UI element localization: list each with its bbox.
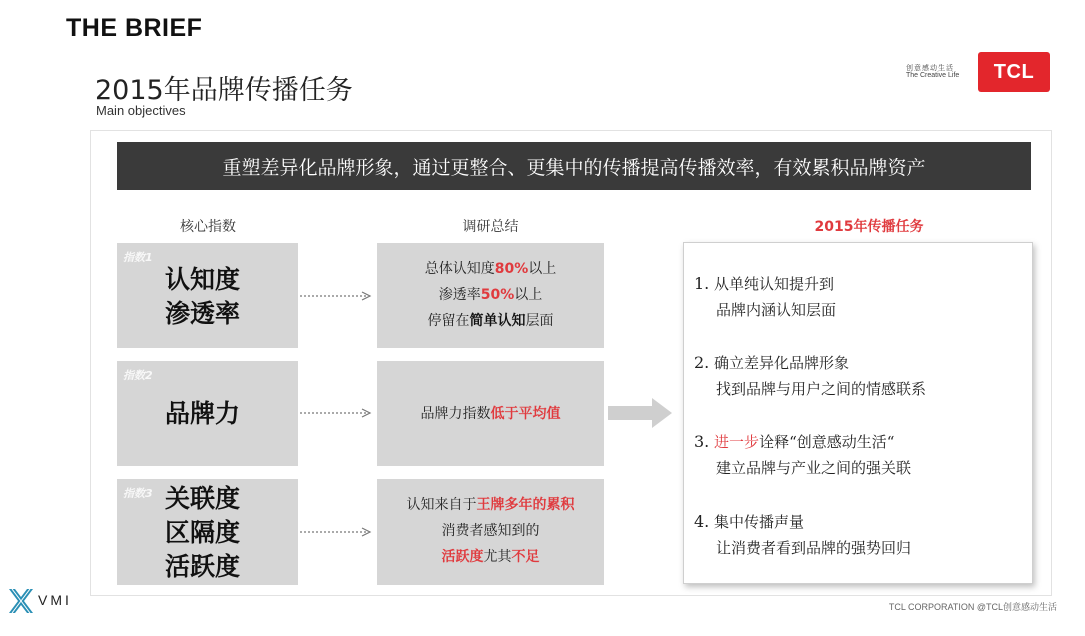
big-arrow-icon [608,398,672,428]
task-item-1: 1. 从单纯认知提升到 品牌内涵认知层面 [694,274,837,319]
mission-banner: 重塑差异化品牌形象，通过更整合、更集中的传播提高传播效率，有效累积品牌资产 [117,142,1031,190]
index-label: 活跃度 [165,552,241,581]
index-label: 品牌力 [165,399,241,428]
index-label: 关联度 [165,484,241,513]
task-item-3: 3. 进一步诠释“创意感动生活“ 建立品牌与产业之间的强关联 [694,432,912,477]
tcl-logo: TCL [978,52,1050,92]
vmi-logo-text: VMI [38,592,72,608]
summary-text: 认知来自于王牌多年的累积 消费者感知到的 活跃度尤其不足 [406,497,575,565]
dotted-arrow-icon [300,290,374,302]
dotted-arrow-icon [300,407,374,419]
dotted-arrow-icon [300,526,374,538]
vmi-logo-icon [9,589,33,613]
index-box-1 [117,243,298,348]
brand-slogan-en: The Creative Life [906,72,960,79]
page-title: 2015年品牌传播任务 [95,75,353,106]
summary-box-1 [377,243,604,348]
summary-box-3 [377,479,604,585]
task-item-4: 4. 集中传播声量 让消费者看到品牌的强势回归 [694,512,912,557]
task-item-2: 2. 确立差异化品牌形象 找到品牌与用户之间的情感联系 [694,353,927,398]
footer-credit: TCL CORPORATION @TCL创意感动生活 [888,602,1057,612]
column-heading-core: 核心指数 [180,219,236,235]
summary-box-2 [377,361,604,466]
summary-text: 总体认知度80%以上 渗透率50%以上 停留在简单认知层面 [424,261,557,329]
index-tag: 指数3 [123,487,153,500]
brief-heading: THE BRIEF [66,14,203,42]
index-label: 区隔度 [165,518,241,547]
index-tag: 指数2 [123,369,153,382]
summary-text: 品牌力指数低于平均值 [420,406,561,422]
column-heading-task: 2015年传播任务 [814,219,924,235]
index-label: 认知度 [165,265,241,294]
index-box-2 [117,361,298,466]
index-label: 渗透率 [165,299,241,328]
page-subtitle: Main objectives [96,103,186,118]
column-heading-research: 调研总结 [462,219,519,235]
brand-slogan-cn: 创意感动生活 [906,64,954,72]
index-box-3 [117,479,298,585]
index-tag: 指数1 [123,251,153,264]
task-list-box [683,242,1033,584]
